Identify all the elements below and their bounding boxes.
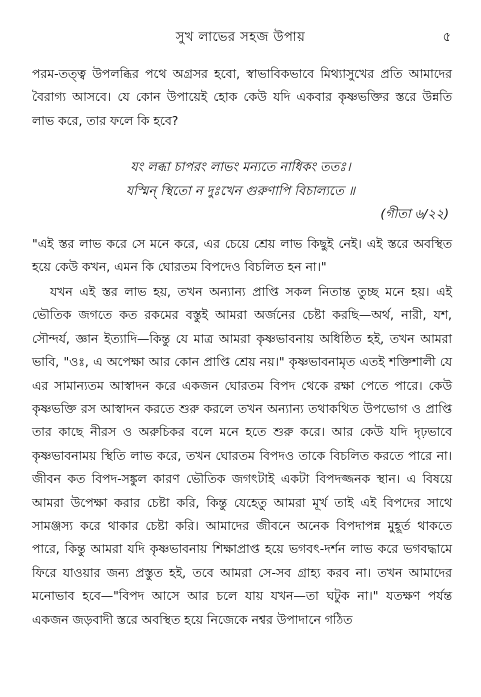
purport-paragraph: যখন এই স্তর লাভ হয়, তখন অন্যান্য প্রাপ্তি সকল নিতান্ত তুচ্ছ মনে হয়। এই ভৌতিক জগতে কত রকমের বস্তুই আমরা অর্জনের চেষ্টা করছি—অর্থ, নারী, যশ, সৌন্দর্য, জ্ঞান ইত্যাদি—কিন্তু যে মাত্র আমরা কৃষ্ণভাবনায় অধিষ্ঠিত হই, তখন আমরা ভাবি, "ওঃ, এ অপেক্ষা আর কোন প্রাপ্তি শ্রেয় নয়।" কৃষ্ণভাবনামৃত এতই শক্তিশালী যে এর সামান্যতম আস্বাদন করে একজন ঘোরতম বিপদ থেকে রক্ষা পেতে পারে। কেউ কৃষ্ণভক্তি রস আস্বাদন করতে শুরু করলে তখন অন্যান্য তথাকথিত উপভোগ ও প্রাপ্তি তার কাছে নীরস ও অরুচিকর বলে মনে হতে শুরু করে। আর কেউ যদি দৃঢ়ভাবে কৃষ্ণভাবনাময় স্থিতি লাভ করে, তখন ঘোরতম বিপদও তাকে বিচলিত করতে পারে না। জীবন কত বিপদ-সঙ্কুল কারণ ভৌতিক জগৎটাই একটা বিপদজ্জনক স্থান। এ বিষয়ে আমরা উপেক্ষা করার চেষ্টা করি, কিন্তু যেহেতু আমরা মূর্খ তাই এই বিপদের সাথে সামঞ্জস্য করে থাকার চেষ্টা করি। আমাদের জীবনে অনেক বিপদাপন্ন মুহূর্ত থাকতে পারে, কিন্তু আমরা যদি কৃষ্ণভাবনায় শিক্ষাপ্রাপ্ত হয়ে ভগবৎ-দর্শন লাভ করে ভগবদ্ধামে ফিরে যাওয়ার জন্য প্রস্তুত হই, তবে আমরা সে-সব গ্রাহ্য করব না। তখন আমাদের মনোভাব হবে—"বিপদ আসে আর চলে যায় যখন—তা ঘটুক না।" যতক্ষণ পর্যন্ত একজন জড়বাদী স্তরে অবস্থিত হয়ে নিজেকে নশ্বর উপাদানে গঠিত [32,284,452,627]
opening-paragraph-block [32,62,452,132]
opening-paragraph: পরম-তত্ত্ব উপলব্ধির পথে অগ্রসর হবো, স্বাভাবিকভাবে মিথ্যাসুখের প্রতি আমাদের বৈরাগ্য আসবে। যে কোন উপায়েই হোক কেউ যদি একবার কৃষ্ণভক্তির স্তরে উন্নতি লাভ করে, তার ফলে কি হবে? [32,66,452,128]
verse-line-1: যং লব্ধা চাপরং লাভং মন্যতে নাধিকং ততঃ। [130,160,351,175]
translation-block [32,232,452,279]
verse-reference: (গীতা ৬/২২) [380,207,449,222]
running-header [0,28,481,48]
verse-translation: "এই স্তর লাভ করে সে মনে করে, এর চেয়ে শ্রেয় লাভ কিছুই নেই। এই স্তরে অবস্থিত হয়ে কেউ কখন, এমন কি ঘোরতম বিপদেও বিচলিত হন না।" [32,236,452,275]
running-title: সুখ লাভের সহজ উপায় [175,30,306,45]
purport-block [32,280,452,631]
verse-line-2: যস্মিন্ স্থিতো ন দুঃখেন গুরুণাপি বিচাল্যতে ॥ [125,184,356,199]
page-number: ৫ [442,30,451,45]
